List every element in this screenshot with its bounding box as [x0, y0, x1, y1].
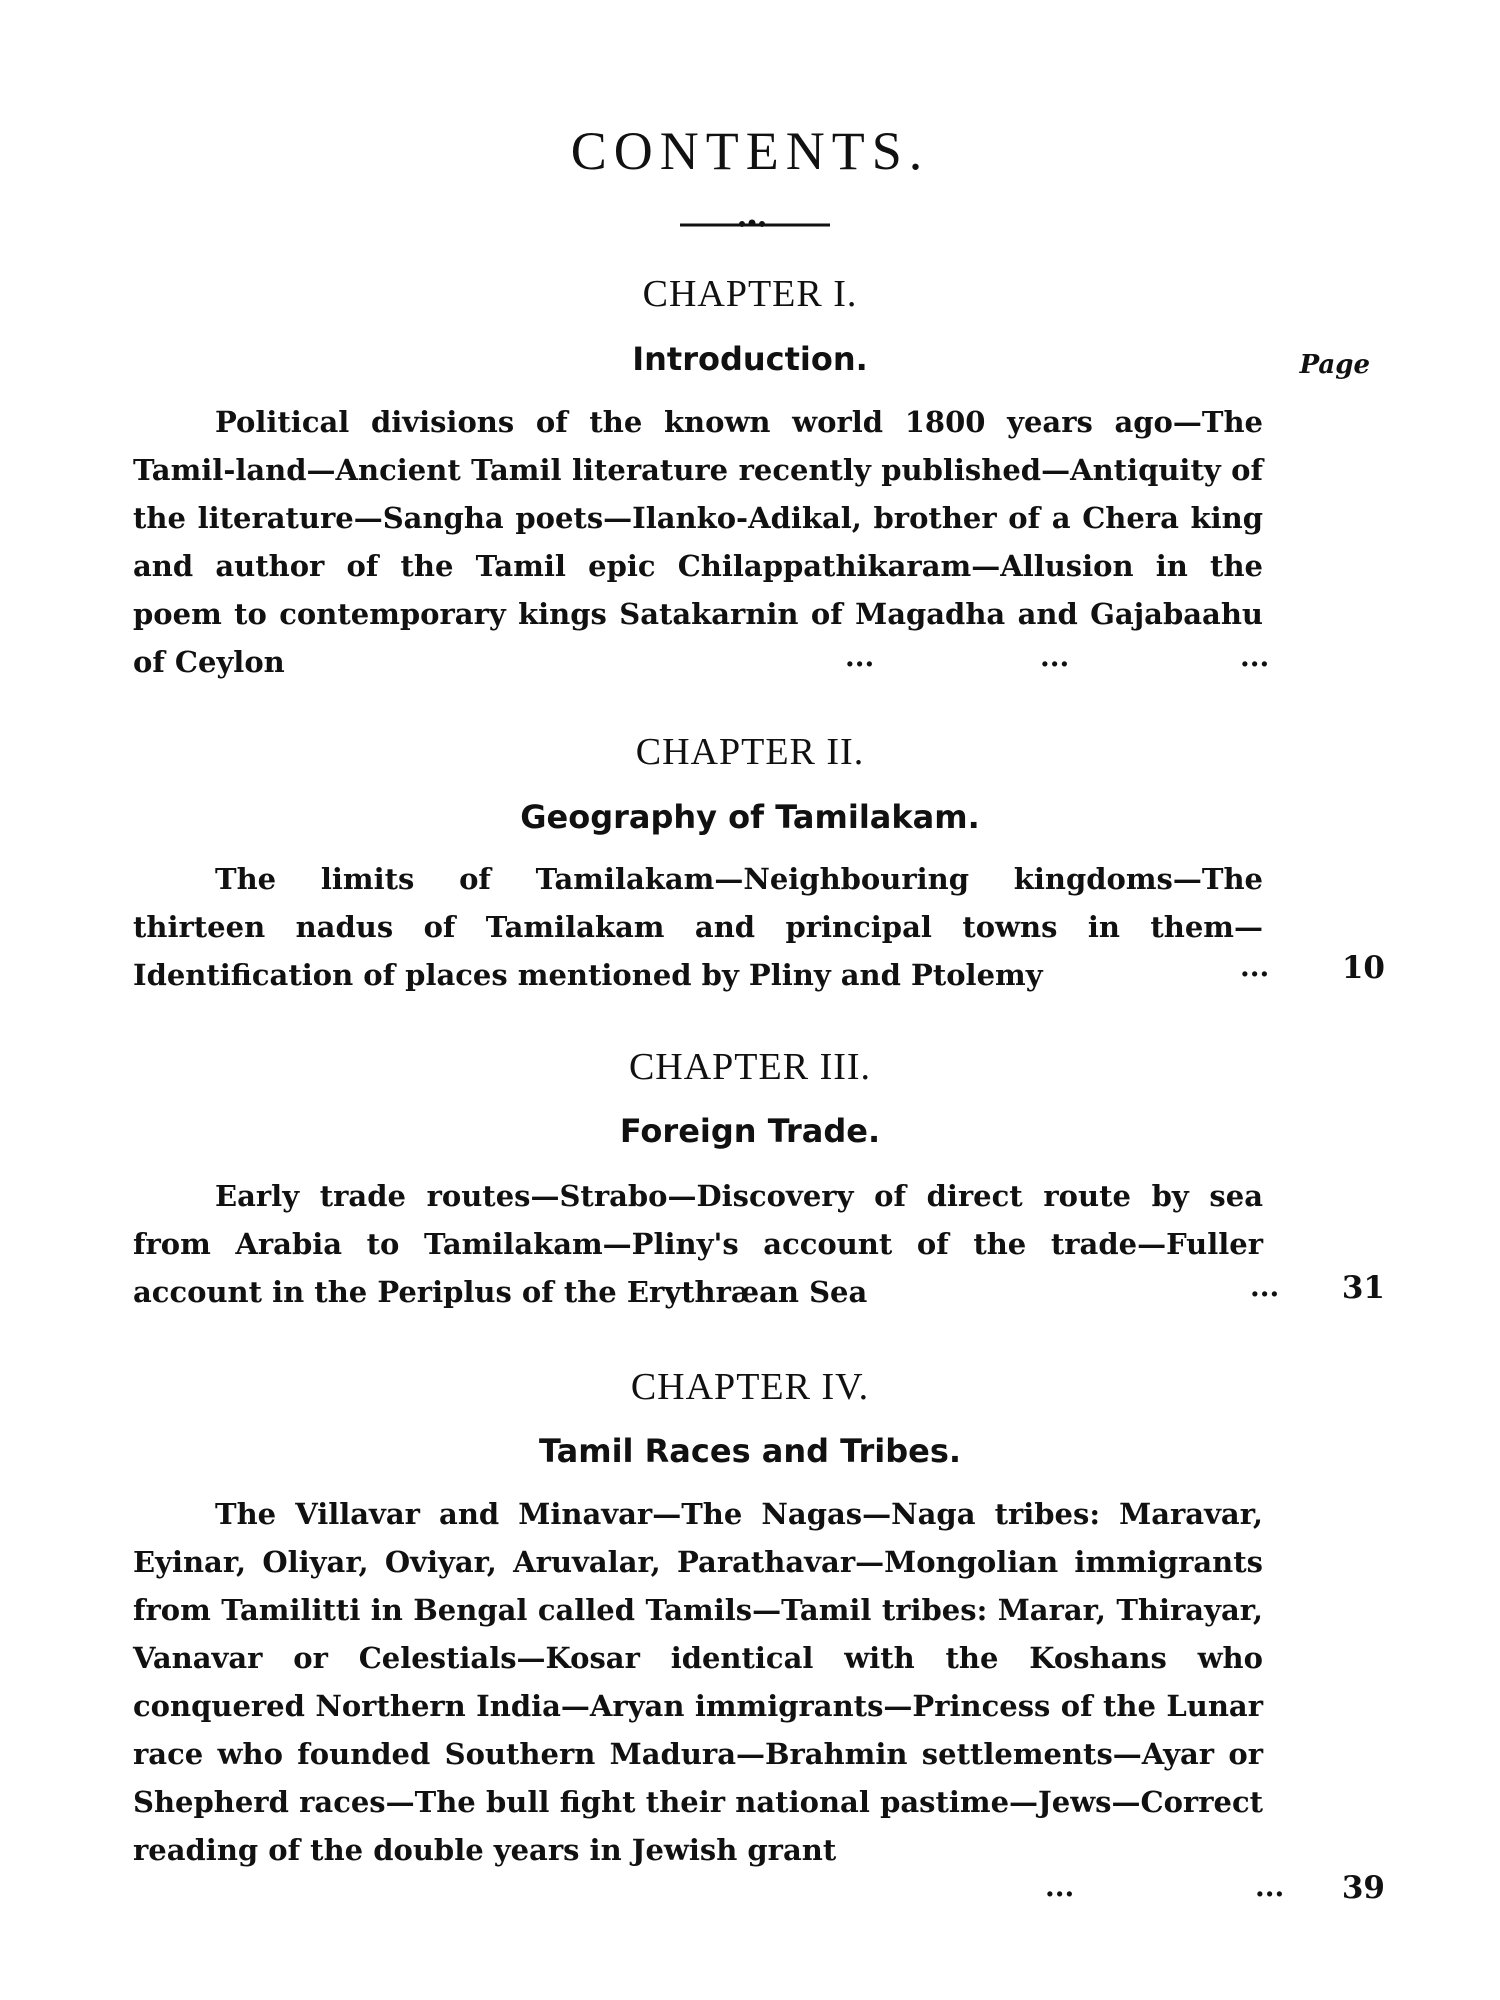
- leader-dots: ...: [1045, 1870, 1075, 1903]
- page-number: 10: [1341, 950, 1385, 986]
- chapter-summary: The Villavar and Minavar—The Nagas—Naga tribes: Maravar, Eyinar, Oliyar, Oviyar, Aruvalar, Parathavar—Mongolian immigrants from Tamilitti in Bengal called Tamils—Tamil tribes: Marar, Thirayar, Vanavar or Celestials—Kosar identical with the Koshans who conquered Northern India—Aryan immigrants—Princess of the Lunar race who founded Southern Madura—Brahmin settlements—Ayar or Shepherd races—The bull fight their national pastime—Jews—Correct reading of the double years in Jewish grant: [133, 1497, 1263, 1867]
- leader-dots: ...: [1240, 950, 1270, 983]
- leader-dots: ...: [1040, 640, 1070, 673]
- chapter-summary: Early trade routes—Strabo—Discovery of direct route by sea from Arabia to Tamilakam—Pliny's account of the trade—Fuller account in the Periplus of the Erythræan Sea: [133, 1179, 1263, 1309]
- chapter-title: Tamil Races and Tribes.: [538, 1432, 962, 1470]
- leader-dots: ...: [845, 640, 875, 673]
- page-number: 31: [1341, 1270, 1385, 1306]
- page-number: 39: [1341, 1870, 1385, 1906]
- page-title: CONTENTS.: [570, 121, 930, 181]
- chapter-summary: Political divisions of the known world 1800 years ago—The Tamil-land—Ancient Tamil literature recently published—Antiquity of the literature—Sangha poets—Ilanko-Adikal, brother of a Chera king and author of the Tamil epic Chilappathikaram—Allusion in the poem to contemporary kings Satakarnin of Magadha and Gajabaahu of Ceylon: [133, 405, 1263, 679]
- leader-dots: ...: [1250, 1270, 1280, 1303]
- page-column-label: Page: [1299, 350, 1370, 380]
- chapter-title: Geography of Tamilakam.: [520, 798, 980, 836]
- title-ornament-divider: [680, 218, 830, 232]
- chapter-title: Foreign Trade.: [619, 1112, 881, 1150]
- chapter-heading: CHAPTER III.: [628, 1046, 872, 1088]
- chapter-heading: CHAPTER I.: [642, 273, 858, 315]
- chapter-title: Introduction.: [632, 340, 868, 378]
- chapter-summary: The limits of Tamilakam—Neighbouring kingdoms—The thirteen nadus of Tamilakam and principal towns in them—Identification of places mentioned by Pliny and Ptolemy: [133, 862, 1263, 992]
- chapter-heading: CHAPTER II.: [635, 731, 865, 773]
- chapter-heading: CHAPTER IV.: [630, 1366, 870, 1408]
- leader-dots: ...: [1240, 640, 1270, 673]
- leader-dots: ...: [1255, 1870, 1285, 1903]
